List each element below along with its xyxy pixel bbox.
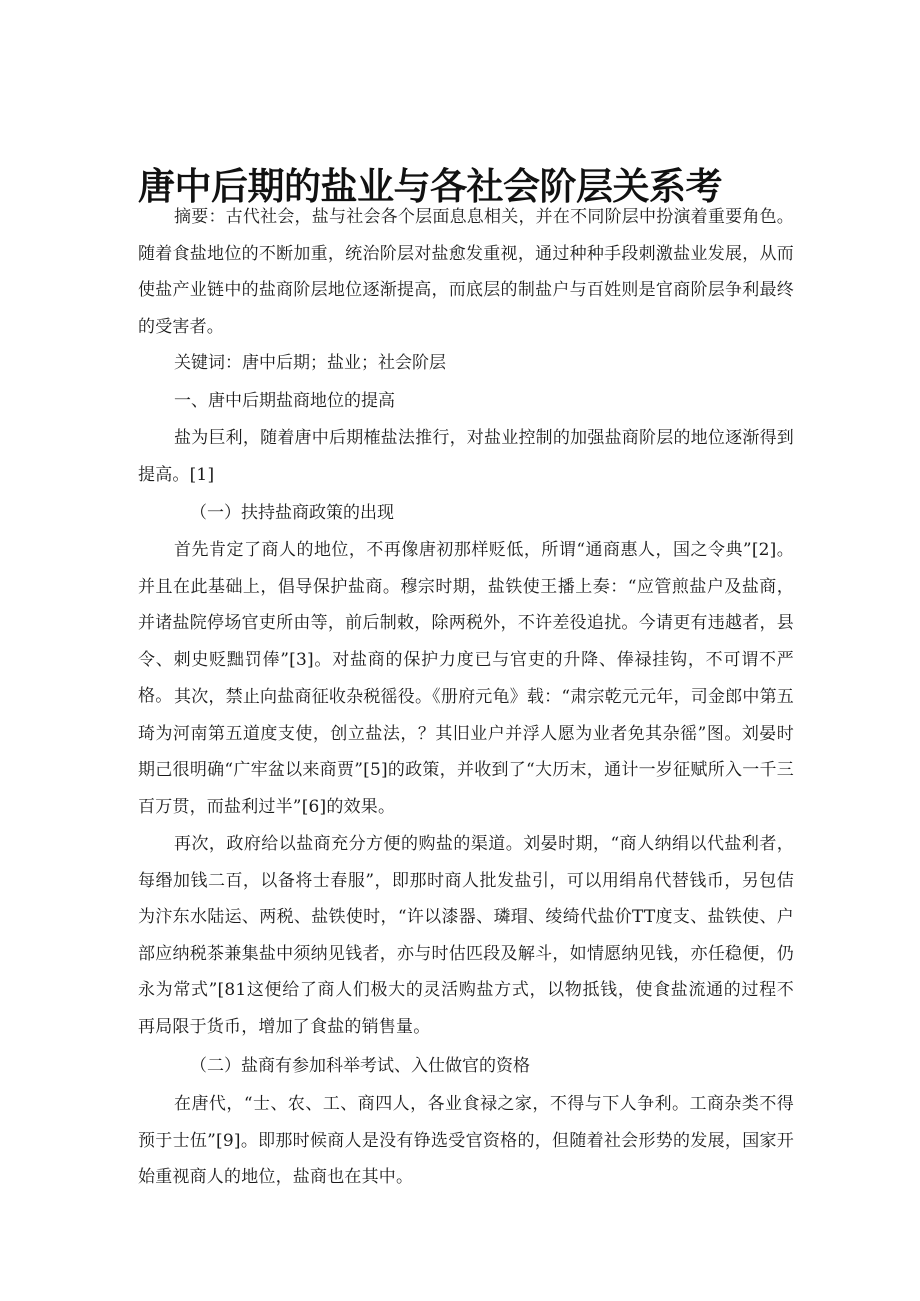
keywords-line: 关键词：唐中后期；盐业；社会阶层 — [174, 353, 446, 373]
body-paragraph-4: 在唐代，“士、农、工、商四人，各业食禄之家，不得与下人争利。工商杂类不得预于士伍”[9]。即那时候商人是没有铮选受官资格的，但随着社会形势的发展，国家开始重视商人的地位，盐商也在其中。 — [138, 1094, 794, 1187]
abstract-paragraph: 摘要：古代社会，盐与社会各个层面息息相关，并在不同阶层中扮演着重要角色。随着食盐地位的不断加重，统治阶层对盐愈发重视，通过种种手段刺激盐业发展，从而使盐产业链中的盐商阶层地位逐渐提高，而底层的制盐户与百姓则是官商阶层争利最终的受害者。 — [138, 207, 794, 337]
subsection-heading-2: （二）盐商有参加科举考试、入仕做官的资格 — [190, 1056, 530, 1076]
page-title: 唐中后期的盐业与各社会阶层关系考 — [138, 164, 722, 208]
section-intro-paragraph: 盐为巨利，随着唐中后期榷盐法推行，对盐业控制的加强盐商阶层的地位逐渐得到提高。[1] — [138, 428, 794, 485]
body-paragraph-1: 首先肯定了商人的地位，不再像唐初那样贬低，所谓“通商惠人，国之令典”[2]。并且在此基础上，倡导保护盐商。穆宗时期，盐铁使王播上奏：“应管煎盐户及盐商，并诸盐院停场官吏所由等，前后制敕，除两税外，不许差役追扰。今请更有违越者，县令、刺史贬黜罚俸”[3]。对盐商的保护力度已与官吏的升降、俸禄挂钩，不可谓不严格。 — [138, 540, 794, 706]
body-paragraph-2: 其次，禁止向盐商征收杂税徭役。《册府元龟》载：“肃宗乾元元年，司金郎中第五琦为河南第五道度支使，创立盐法，？其旧业户并浮人愿为业者免其杂徭”图。刘晏时期己很明确“广牢盆以来商贾”[5]的政策，并收到了“大历末，通计一岁征赋所入一千三百万贯，而盐利过半”[6]的效果。 — [138, 687, 794, 817]
subsection-heading-1: （一）扶持盐商政策的出现 — [190, 503, 394, 523]
section-heading: 一、唐中后期盐商地位的提高 — [174, 391, 395, 411]
body-paragraph-3: 再次，政府给以盐商充分方便的购盐的渠道。刘晏时期，“商人纳绢以代盐利者，每缗加钱二百，以备将士春服”，即那时商人批发盐引，可以用绢帛代替钱币，另包佶为汴东水陆运、两税、盐铁使时，“许以漆器、璘瑁、绫绮代盐价TT度支、盐铁使、户部应纳税茶兼集盐中须纳见钱者，亦与时估匹段及解斗，如情愿纳见钱，亦任稳便，仍永为常式”[81这便给了商人们极大的灵活购盐方式，以物抵钱，使食盐流通的过程不再局限于货币，增加了食盐的销售量。 — [138, 834, 794, 1037]
